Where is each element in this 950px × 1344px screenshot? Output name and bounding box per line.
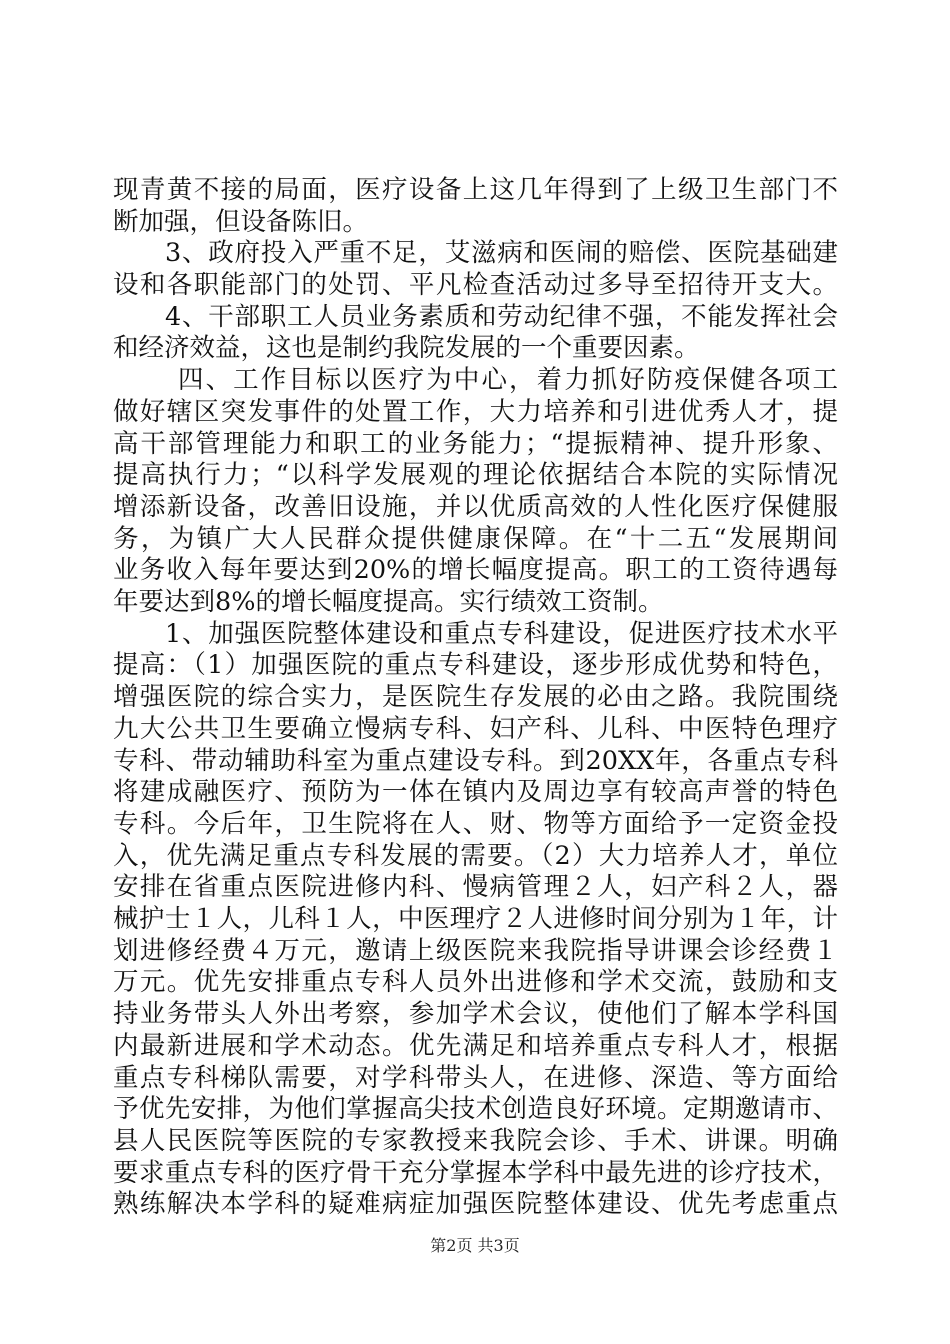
text-line: 设和各职能部门的处罚、平凡检查活动过多导至招待开支大。 xyxy=(113,270,838,301)
text-line: 年要达到8%的增长幅度提高。实行绩效工资制。 xyxy=(113,587,664,618)
text-line: 增添新设备，改善旧设施，并以优质高效的人性化医疗保健服 xyxy=(113,491,838,522)
text-line: 县人民医院等医院的专家教授来我院会诊、手术、讲课。明确 xyxy=(113,1125,838,1156)
text-line: 务，为镇广大人民群众提供健康保障。在“十二五“发展期间 xyxy=(113,523,838,554)
text-line: 内最新进展和学术动态。优先满足和培养重点专科人才，根据 xyxy=(113,1030,838,1061)
text-line: 现青黄不接的局面，医疗设备上这几年得到了上级卫生部门不 xyxy=(113,175,838,205)
text-line: 万元。优先安排重点专科人员外出进修和学术交流，鼓励和支 xyxy=(113,967,838,998)
text-line: 专科。今后年，卫生院将在人、财、物等方面给予一定资金投 xyxy=(113,808,838,839)
text-line: 械护士１人，儿科１人，中医理疗２人进修时间分别为１年，计 xyxy=(113,904,838,935)
text-line: 予优先安排，为他们掌握高尖技术创造良好环境。定期邀请市、 xyxy=(113,1094,838,1125)
text-line: 将建成融医疗、预防为一体在镇内及周边享有较高声誉的特色 xyxy=(113,777,838,808)
text-line: 九大公共卫生要确立慢病专科、妇产科、儿科、中医特色理疗 xyxy=(113,713,838,744)
text-line: 3、政府投入严重不足，艾滋病和医闹的赔偿、医院基础建 xyxy=(165,238,838,269)
text-line: 入，优先满足重点专科发展的需要。（2）大力培养人才，单位 xyxy=(113,840,838,871)
text-line: 四、工作目标以医疗为中心，着力抓好防疫保健各项工 xyxy=(178,365,838,396)
text-line: 断加强，但设备陈旧。 xyxy=(113,206,369,237)
text-line: 业务收入每年要达到20%的增长幅度提高。职工的工资待遇每 xyxy=(113,555,838,586)
text-line: 增强医院的综合实力，是医院生存发展的必由之路。我院围绕 xyxy=(113,682,838,713)
text-line: 提高执行力；“以科学发展观的理论依据结合本院的实际情况 xyxy=(113,460,838,491)
text-line: 持业务带头人外出考察，参加学术会议，使他们了解本学科国 xyxy=(113,999,838,1030)
text-line: 提高：（1）加强医院的重点专科建设，逐步形成优势和特色， xyxy=(113,650,838,681)
text-line: 高干部管理能力和职工的业务能力；“提振精神、提升形象、 xyxy=(113,428,838,459)
text-line: 熟练解决本学科的疑难病症加强医院整体建设、优先考虑重点 xyxy=(113,1189,838,1220)
page-number: 第2页 共3页 xyxy=(430,1236,520,1255)
text-line: 划进修经费４万元，邀请上级医院来我院指导讲课会诊经费１ xyxy=(113,935,838,966)
text-line: 1、加强医院整体建设和重点专科建设，促进医疗技术水平 xyxy=(165,618,838,649)
text-line: 安排在省重点医院进修内科、慢病管理２人，妇产科２人，器 xyxy=(113,872,838,903)
text-line: 做好辖区突发事件的处置工作，大力培养和引进优秀人才，提 xyxy=(113,396,838,427)
text-line: 4、干部职工人员业务素质和劳动纪律不强，不能发挥社会 xyxy=(165,301,838,332)
text-line: 和经济效益，这也是制约我院发展的一个重要因素。 xyxy=(113,333,700,364)
text-line: 要求重点专科的医疗骨干充分掌握本学科中最先进的诊疗技术， xyxy=(113,1157,838,1188)
text-line: 重点专科梯队需要，对学科带头人，在进修、深造、等方面给 xyxy=(113,1062,838,1093)
text-line: 专科、带动辅助科室为重点建设专科。到20XX年，各重点专科 xyxy=(113,745,838,776)
